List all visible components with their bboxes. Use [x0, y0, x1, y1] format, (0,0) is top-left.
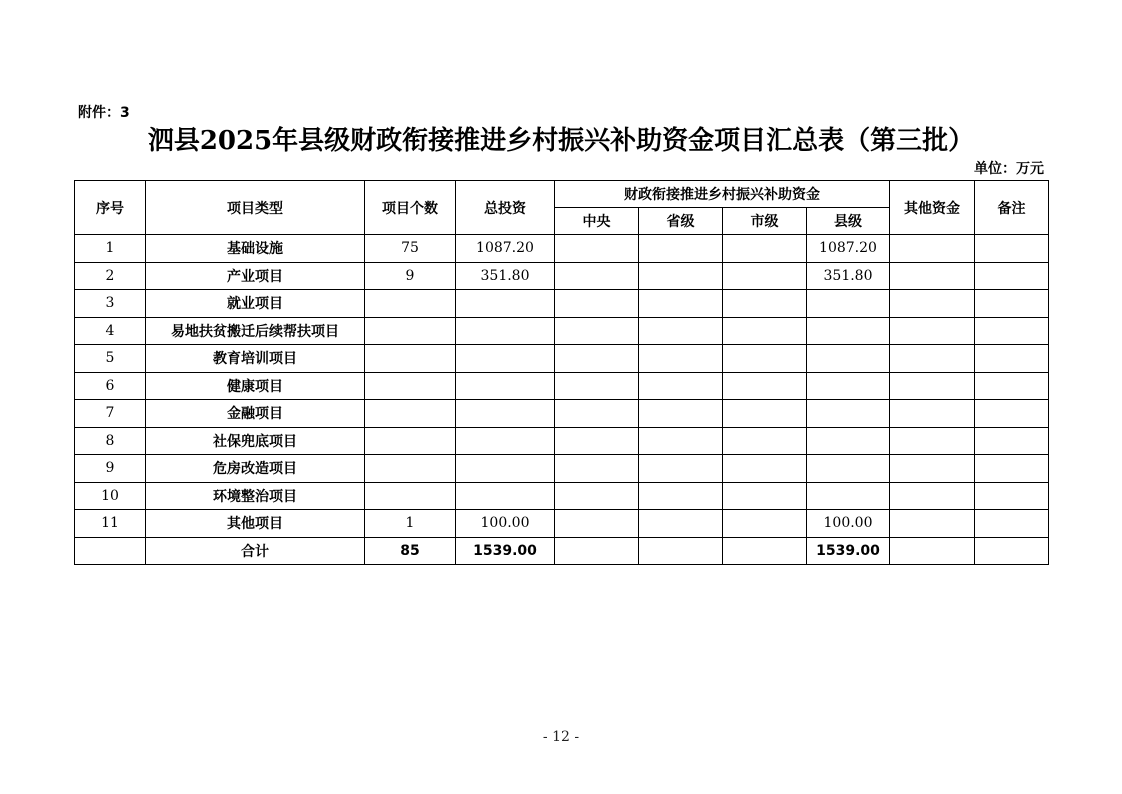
cell-remark — [975, 262, 1049, 290]
cell-type: 产业项目 — [146, 262, 365, 290]
cell-city — [723, 427, 807, 455]
table-row — [75, 317, 1049, 345]
cell-total — [456, 400, 555, 428]
cell-city — [723, 372, 807, 400]
cell-city — [723, 235, 807, 263]
cell-other — [890, 345, 975, 373]
cell-other — [890, 537, 975, 565]
table-row — [75, 400, 1049, 428]
cell-central — [555, 317, 639, 345]
cell-central — [555, 290, 639, 318]
cell-seq: 1 — [75, 235, 146, 263]
cell-central — [555, 372, 639, 400]
cell-count: 75 — [365, 235, 456, 263]
cell-provincial — [639, 317, 723, 345]
cell-other — [890, 262, 975, 290]
table-row — [75, 510, 1049, 538]
cell-total: 1539.00 — [456, 537, 555, 565]
cell-remark — [975, 455, 1049, 483]
cell-count — [365, 290, 456, 318]
cell-total: 1087.20 — [456, 235, 555, 263]
cell-other — [890, 510, 975, 538]
cell-seq: 10 — [75, 482, 146, 510]
cell-central — [555, 427, 639, 455]
cell-provincial — [639, 455, 723, 483]
cell-city — [723, 510, 807, 538]
cell-other — [890, 372, 975, 400]
cell-seq: 11 — [75, 510, 146, 538]
cell-other — [890, 482, 975, 510]
cell-total — [456, 317, 555, 345]
cell-count — [365, 317, 456, 345]
cell-seq: 3 — [75, 290, 146, 318]
attachment-label: 附件：3 — [78, 105, 130, 121]
header-seq: 序号 — [75, 181, 146, 235]
cell-other — [890, 400, 975, 428]
cell-seq: 5 — [75, 345, 146, 373]
table-header — [75, 181, 1049, 235]
cell-county — [807, 455, 890, 483]
header-central: 中央 — [555, 208, 639, 235]
cell-remark — [975, 427, 1049, 455]
table-row — [75, 262, 1049, 290]
cell-type: 社保兜底项目 — [146, 427, 365, 455]
cell-type: 易地扶贫搬迁后续帮扶项目 — [146, 317, 365, 345]
cell-seq: 6 — [75, 372, 146, 400]
header-county: 县级 — [807, 208, 890, 235]
cell-county — [807, 345, 890, 373]
cell-other — [890, 455, 975, 483]
header-total: 总投资 — [456, 181, 555, 235]
cell-other — [890, 317, 975, 345]
table-row — [75, 372, 1049, 400]
cell-central — [555, 537, 639, 565]
header-remark: 备注 — [975, 181, 1049, 235]
cell-county — [807, 427, 890, 455]
cell-seq: 2 — [75, 262, 146, 290]
cell-total: 100.00 — [456, 510, 555, 538]
total-row — [75, 537, 1049, 565]
table-row — [75, 290, 1049, 318]
cell-remark — [975, 345, 1049, 373]
cell-total — [456, 455, 555, 483]
cell-total — [456, 372, 555, 400]
cell-count — [365, 372, 456, 400]
page-number: - 12 - — [542, 729, 580, 745]
cell-central — [555, 482, 639, 510]
cell-remark — [975, 510, 1049, 538]
cell-seq: 9 — [75, 455, 146, 483]
cell-county — [807, 482, 890, 510]
cell-provincial — [639, 372, 723, 400]
cell-central — [555, 262, 639, 290]
cell-remark — [975, 235, 1049, 263]
header-other: 其他资金 — [890, 181, 975, 235]
cell-county — [807, 290, 890, 318]
cell-provincial — [639, 427, 723, 455]
cell-total — [456, 427, 555, 455]
table-row — [75, 235, 1049, 263]
table-row — [75, 455, 1049, 483]
cell-remark — [975, 317, 1049, 345]
cell-type: 教育培训项目 — [146, 345, 365, 373]
cell-county: 1087.20 — [807, 235, 890, 263]
cell-other — [890, 290, 975, 318]
cell-count — [365, 455, 456, 483]
cell-count — [365, 345, 456, 373]
cell-remark — [975, 372, 1049, 400]
cell-count — [365, 482, 456, 510]
cell-central — [555, 400, 639, 428]
cell-county: 100.00 — [807, 510, 890, 538]
cell-remark — [975, 290, 1049, 318]
cell-provincial — [639, 262, 723, 290]
table-row — [75, 482, 1049, 510]
cell-city — [723, 455, 807, 483]
cell-provincial — [639, 482, 723, 510]
cell-total — [456, 345, 555, 373]
table-body — [75, 235, 1049, 565]
cell-remark — [975, 400, 1049, 428]
cell-seq: 8 — [75, 427, 146, 455]
cell-provincial — [639, 510, 723, 538]
cell-central — [555, 510, 639, 538]
cell-provincial — [639, 345, 723, 373]
cell-type: 其他项目 — [146, 510, 365, 538]
cell-provincial — [639, 235, 723, 263]
cell-type: 环境整治项目 — [146, 482, 365, 510]
document-title: 泗县2025年县级财政衔接推进乡村振兴补助资金项目汇总表（第三批） — [147, 126, 975, 156]
cell-provincial — [639, 537, 723, 565]
header-type: 项目类型 — [146, 181, 365, 235]
cell-city — [723, 537, 807, 565]
cell-provincial — [639, 400, 723, 428]
cell-central — [555, 235, 639, 263]
table-row — [75, 345, 1049, 373]
cell-other — [890, 427, 975, 455]
cell-type: 合计 — [146, 537, 365, 565]
cell-county — [807, 317, 890, 345]
cell-total: 351.80 — [456, 262, 555, 290]
cell-city — [723, 290, 807, 318]
cell-total — [456, 482, 555, 510]
cell-type: 危房改造项目 — [146, 455, 365, 483]
cell-central — [555, 345, 639, 373]
cell-count: 85 — [365, 537, 456, 565]
cell-county: 351.80 — [807, 262, 890, 290]
cell-total — [456, 290, 555, 318]
cell-type: 金融项目 — [146, 400, 365, 428]
header-fund-group: 财政衔接推进乡村振兴补助资金 — [555, 181, 890, 208]
cell-remark — [975, 482, 1049, 510]
cell-other — [890, 235, 975, 263]
cell-city — [723, 482, 807, 510]
cell-seq — [75, 537, 146, 565]
cell-count — [365, 427, 456, 455]
cell-count: 1 — [365, 510, 456, 538]
cell-type: 就业项目 — [146, 290, 365, 318]
header-count: 项目个数 — [365, 181, 456, 235]
cell-city — [723, 262, 807, 290]
cell-count: 9 — [365, 262, 456, 290]
cell-county — [807, 400, 890, 428]
cell-county: 1539.00 — [807, 537, 890, 565]
table-row — [75, 427, 1049, 455]
cell-city — [723, 317, 807, 345]
summary-table — [74, 180, 1049, 565]
cell-remark — [975, 537, 1049, 565]
cell-central — [555, 455, 639, 483]
cell-seq: 4 — [75, 317, 146, 345]
cell-seq: 7 — [75, 400, 146, 428]
cell-county — [807, 372, 890, 400]
cell-type: 健康项目 — [146, 372, 365, 400]
cell-city — [723, 400, 807, 428]
header-city: 市级 — [723, 208, 807, 235]
cell-count — [365, 400, 456, 428]
header-provincial: 省级 — [639, 208, 723, 235]
cell-city — [723, 345, 807, 373]
unit-label: 单位：万元 — [974, 161, 1044, 177]
cell-provincial — [639, 290, 723, 318]
cell-type: 基础设施 — [146, 235, 365, 263]
